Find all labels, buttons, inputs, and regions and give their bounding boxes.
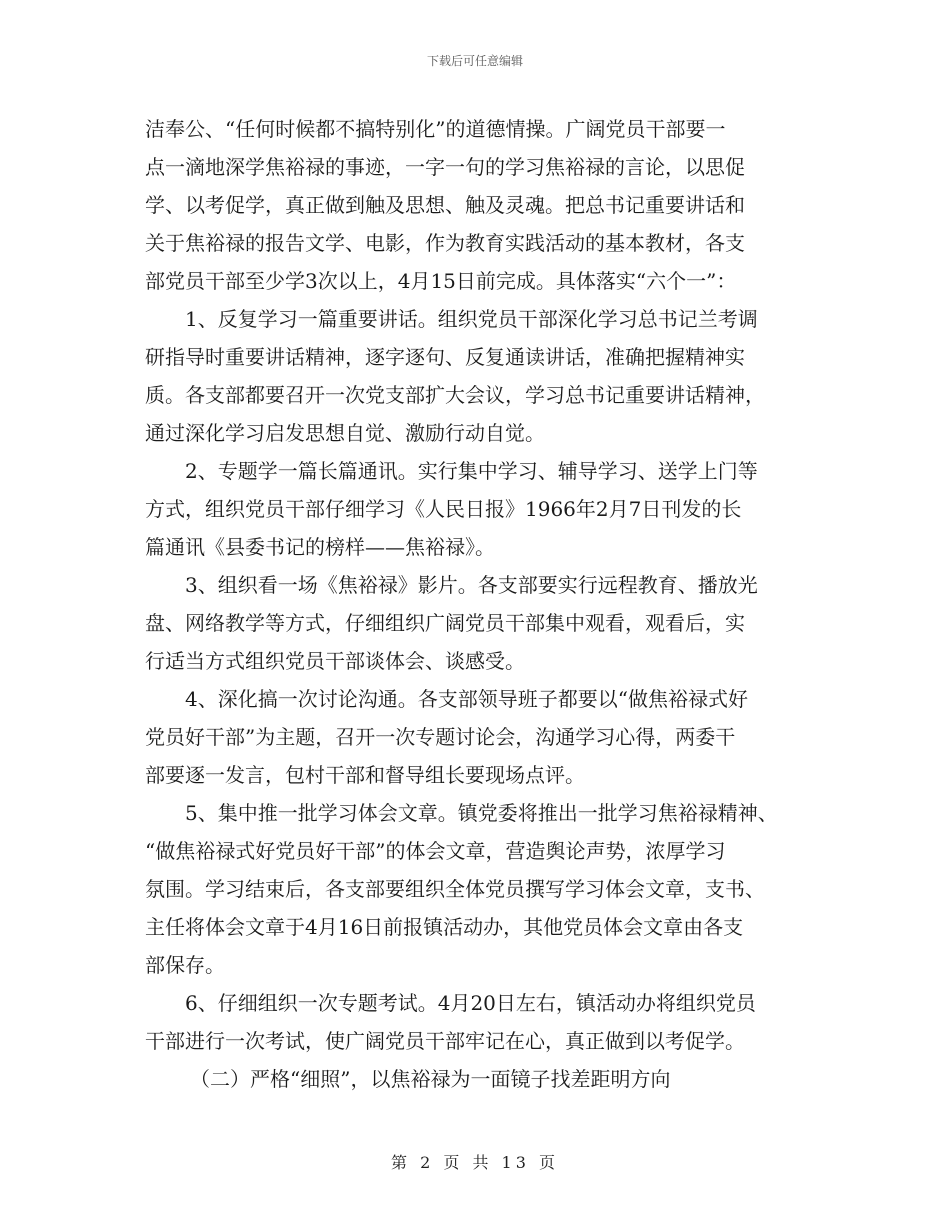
page-footer: 第 2 页 共 13 页 xyxy=(391,1153,559,1172)
text-line: 党员好干部”为主题，召开一次专题讨论会，沟通学习心得，两委干 xyxy=(145,725,736,749)
text-line: 2、专题学一篇长篇通讯。实行集中学习、辅导学习、送学上门等 xyxy=(185,459,758,483)
text-line: 5、集中推一批学习体会文章。镇党委将推出一批学习焦裕禄精神、 xyxy=(185,801,778,825)
text-line: 部要逐一发言，包村干部和督导组长要现场点评。 xyxy=(145,763,585,787)
text-line: 方式，组织党员干部仔细学习《人民日报》1966年2月7日刊发的长 xyxy=(145,497,742,521)
text-line: 氛围。学习结束后，各支部要组织全体党员撰写学习体会文章，支书、 xyxy=(145,877,765,901)
text-line: 研指导时重要讲话精神，逐字逐句、反复通读讲话，准确把握精神实 xyxy=(145,345,745,369)
text-line: 4、深化搞一次讨论沟通。各支部领导班子都要以“做焦裕禄式好 xyxy=(185,687,748,711)
text-line: 篇通讯《县委书记的榜样——焦裕禄》。 xyxy=(145,535,495,559)
text-line: 部党员干部至少学3次以上，4月15日前完成。具体落实“六个一”： xyxy=(145,269,737,293)
text-line: 主任将体会文章于4月16日前报镇活动办，其他党员体会文章由各支 xyxy=(145,915,744,939)
text-line: 质。各支部都要召开一次党支部扩大会议，学习总书记重要讲话精神， xyxy=(145,383,765,407)
text-line: 学、以考促学，真正做到触及思想、触及灵魂。把总书记重要讲话和 xyxy=(145,193,745,217)
text-line: “做焦裕禄式好党员好干部”的体会文章，营造舆论声势，浓厚学习 xyxy=(145,839,726,863)
document-body xyxy=(145,110,817,1098)
text-line: 部保存。 xyxy=(145,953,225,977)
text-line: 洁奉公、“任何时候都不搞特别化”的道德情操。广阔党员干部要一 xyxy=(145,117,726,141)
text-line: 6、仔细组织一次专题考试。4月20日左右，镇活动办将组织党员 xyxy=(185,991,756,1015)
page-header: 下载后可任意编辑 xyxy=(426,54,523,68)
text-line: 盘、网络教学等方式，仔细组织广阔党员干部集中观看，观看后，实 xyxy=(145,611,745,635)
text-line: 点一滴地深学焦裕禄的事迹，一字一句的学习焦裕禄的言论，以思促 xyxy=(145,155,745,179)
text-line: 通过深化学习启发思想自觉、激励行动自觉。 xyxy=(145,421,545,445)
text-line: 1、反复学习一篇重要讲话。组织党员干部深化学习总书记兰考调 xyxy=(185,307,758,331)
section-heading: （二）严格“细照”，以焦裕禄为一面镜子找差距明方向 xyxy=(190,1067,671,1091)
text-line: 关于焦裕禄的报告文学、电影，作为教育实践活动的基本教材，各支 xyxy=(145,231,745,255)
text-line: 行适当方式组织党员干部谈体会、谈感受。 xyxy=(145,649,525,673)
text-line: 干部进行一次考试，使广阔党员干部牢记在心，真正做到以考促学。 xyxy=(145,1029,745,1053)
text-line: 3、组织看一场《焦裕禄》影片。各支部要实行远程教育、播放光 xyxy=(185,573,758,597)
